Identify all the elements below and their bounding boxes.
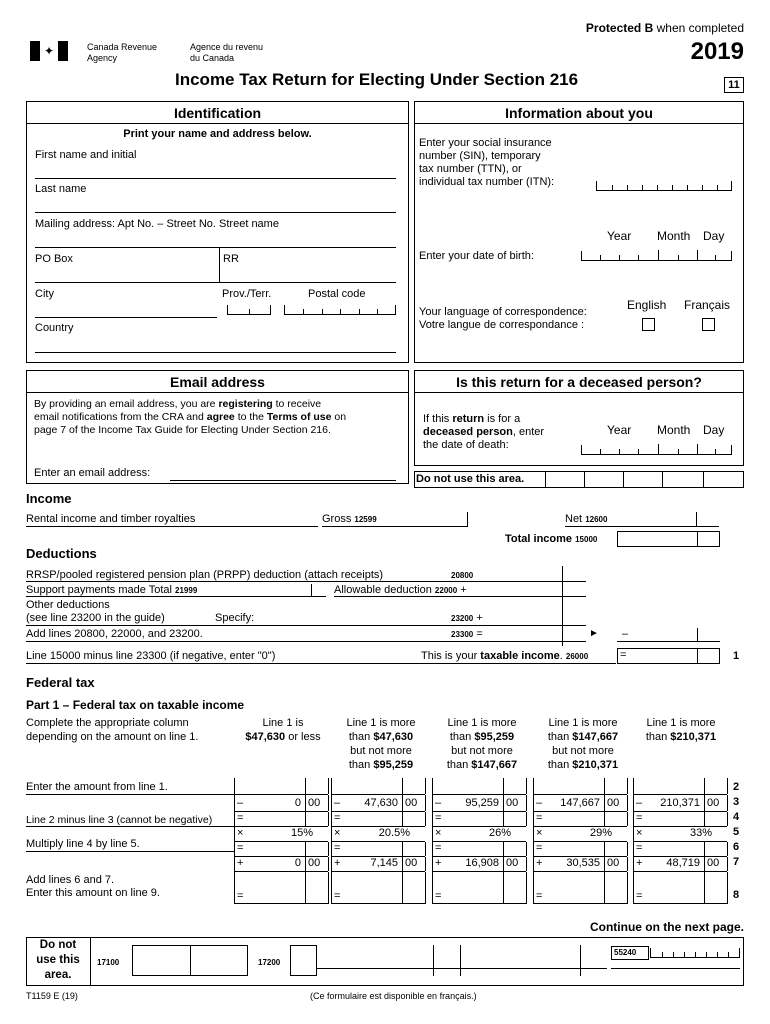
- code-17100: 17100: [97, 958, 120, 967]
- col2-line8-field[interactable]: [331, 903, 425, 904]
- row8-label: Add lines 6 and 7. Enter this amount on line 9.: [26, 874, 160, 899]
- col4-line5-op: ×: [536, 827, 543, 839]
- line-number-4: 4: [733, 811, 740, 823]
- col5-line8-field[interactable]: [633, 903, 727, 904]
- col5-line5-op: ×: [636, 827, 643, 839]
- gross-label: Gross 12599: [322, 513, 377, 525]
- col4-line5-rate: 29%: [589, 827, 612, 839]
- dob-year-label: Year: [607, 229, 632, 243]
- first-name-label: First name and initial: [35, 149, 137, 161]
- protected-notice: Protected B when completed: [585, 21, 744, 35]
- line-number-8: 8: [733, 889, 740, 901]
- line-number-7: 7: [733, 856, 740, 868]
- postal-code-label: Postal code: [308, 288, 366, 300]
- col4-line8-op: =: [536, 890, 543, 902]
- column3-header: Line 1 is more than $95,259 but not more than $147,667: [446, 717, 518, 771]
- col2-line7-cents: 00: [405, 857, 418, 869]
- do-not-use-label: Do not use this area.: [416, 473, 525, 485]
- col3-line4-op: =: [435, 812, 442, 824]
- continue-label: Continue on the next page.: [589, 920, 744, 934]
- col4-line3-value: 147,667: [560, 797, 600, 809]
- rrsp-field[interactable]: [26, 581, 586, 582]
- col1-line5-op: ×: [237, 827, 244, 839]
- col1-line3-cents: 00: [308, 797, 321, 809]
- col3-line3-value: 95,259: [465, 797, 499, 809]
- page-title: Income Tax Return for Electing Under Section 216: [175, 70, 579, 89]
- col2-line3-op: –: [334, 797, 341, 809]
- allowable-deduction-field[interactable]: [334, 596, 586, 597]
- column2-header: Line 1 is more than $47,630 but not more than $95,259: [346, 717, 416, 771]
- sin-label: Enter your social insurance number (SIN), temporary tax number (TTN), or individual tax number (ITN):: [419, 137, 555, 188]
- col3-line5-op: ×: [435, 827, 442, 839]
- deductions-heading: Deductions: [26, 546, 97, 561]
- minus-sign: –: [622, 628, 629, 640]
- col5-line2-field[interactable]: [633, 794, 727, 795]
- col1-line3-op: –: [237, 797, 244, 809]
- col3-line7-cents: 00: [506, 857, 519, 869]
- net-label: Net 12600: [565, 513, 608, 525]
- col1-line2-field[interactable]: [234, 794, 328, 795]
- col2-line3-value: 47,630: [364, 797, 398, 809]
- email-consent-text: By providing an email address, you are registering to receive email notifications from the CRA and agree to the Terms of use on page 7 of the Income Tax Guide for Electing Under Section 216.: [34, 398, 347, 436]
- col1-line3-value: 0: [294, 797, 301, 809]
- col3-line8-op: =: [435, 890, 442, 902]
- col4-line2-field[interactable]: [533, 794, 627, 795]
- col4-line6-op: =: [536, 842, 543, 854]
- col5-line7-value: 48,719: [666, 857, 700, 869]
- death-day-label: Day: [703, 423, 725, 437]
- col5-line6-op: =: [636, 842, 643, 854]
- col3-line8-field[interactable]: [432, 903, 526, 904]
- taxable-income-note: This is your taxable income. 26000: [421, 650, 589, 662]
- total-income-field[interactable]: [617, 531, 720, 547]
- col2-line8-op: =: [334, 890, 341, 902]
- rrsp-code: 20800: [451, 571, 474, 580]
- prov-label: Prov./Terr.: [222, 288, 272, 300]
- mailing-address-field[interactable]: [35, 247, 396, 248]
- total-income-label: Total income 15000: [505, 533, 598, 545]
- line-number-2: 2: [733, 781, 740, 793]
- po-box-rr-field[interactable]: [35, 282, 396, 283]
- tax-year: 2019: [690, 38, 744, 65]
- first-name-field[interactable]: [35, 178, 396, 179]
- col5-line7-op: +: [636, 857, 643, 869]
- col1-line6-op: =: [237, 842, 244, 854]
- identification-heading: Identification: [173, 105, 262, 121]
- col2-line7-value: 7,145: [370, 857, 398, 869]
- email-label: Enter an email address:: [34, 467, 151, 479]
- death-year-label: Year: [607, 423, 632, 437]
- row2-label: Enter the amount from line 1.: [26, 781, 168, 793]
- col4-line3-cents: 00: [607, 797, 620, 809]
- info-about-you-heading: Information about you: [505, 105, 653, 121]
- prov-field[interactable]: [227, 305, 271, 315]
- email-heading: Email address: [170, 374, 265, 390]
- col1-line4-op: =: [237, 812, 244, 824]
- agency-name-fr: Agence du revenu du Canada: [190, 42, 264, 63]
- identification-instruction: Print your name and address below.: [123, 128, 312, 140]
- canada-flag-icon: ✦: [30, 41, 68, 61]
- taxable-income-label: Line 15000 minus line 23300 (if negative, enter "0"): [26, 650, 276, 662]
- net-field[interactable]: [565, 526, 719, 527]
- column5-header: Line 1 is more than $210,371: [645, 717, 717, 743]
- col2-line5-rate: 20.5%: [378, 827, 410, 839]
- rrsp-label: RRSP/pooled registered pension plan (PRPP) deduction (attach receipts): [26, 569, 384, 581]
- col3-line7-op: +: [435, 857, 442, 869]
- row4-label: Line 2 minus line 3 (cannot be negative): [26, 814, 213, 826]
- deductions-total-field[interactable]: [617, 641, 720, 642]
- rental-income-label: Rental income and timber royalties: [26, 513, 196, 525]
- row6-label: Multiply line 4 by line 5.: [26, 838, 140, 850]
- line-number-6: 6: [733, 841, 740, 853]
- death-month-label: Month: [657, 423, 691, 437]
- col2-line7-op: +: [334, 857, 341, 869]
- english-label: English: [627, 298, 667, 312]
- city-field[interactable]: [35, 317, 217, 318]
- mailing-address-label: Mailing address: Apt No. – Street No. Street name: [35, 218, 279, 230]
- sin-field[interactable]: [596, 181, 732, 191]
- col1-line7-cents: 00: [308, 857, 321, 869]
- other-deductions-code: 23200 +: [451, 612, 483, 624]
- english-checkbox[interactable]: [642, 318, 655, 331]
- specify-label: Specify:: [215, 612, 255, 624]
- col4-line8-field[interactable]: [533, 903, 627, 904]
- col4-line7-op: +: [536, 857, 543, 869]
- other-deductions-field[interactable]: [26, 625, 586, 626]
- column4-header: Line 1 is more than $147,667 but not more than $210,371: [547, 717, 619, 771]
- col5-line4-op: =: [636, 812, 643, 824]
- col5-line8-op: =: [636, 890, 643, 902]
- col3-line6-op: =: [435, 842, 442, 854]
- col1-line8-field[interactable]: [234, 903, 328, 904]
- part1-intro: Complete the appropriate column depending on the amount on line 1.: [26, 717, 199, 743]
- income-heading: Income: [26, 491, 72, 506]
- federal-tax-heading: Federal tax: [26, 675, 95, 690]
- column1-header: Line 1 is $47,630 or less: [245, 717, 321, 743]
- dob-day-label: Day: [703, 229, 725, 243]
- death-date-field[interactable]: [581, 445, 732, 455]
- col3-line2-field[interactable]: [432, 794, 526, 795]
- col5-line3-cents: 00: [707, 797, 720, 809]
- col4-line4-op: =: [536, 812, 543, 824]
- agency-name-en: Canada Revenue Agency: [87, 42, 158, 63]
- po-box-label: PO Box: [35, 253, 73, 265]
- taxable-eq: =: [620, 649, 627, 661]
- francais-checkbox[interactable]: [702, 318, 715, 331]
- field-55240: [650, 948, 740, 958]
- taxable-income-field[interactable]: [617, 648, 720, 664]
- col2-line6-op: =: [334, 842, 341, 854]
- col5-line5-rate: 33%: [689, 827, 712, 839]
- support-payments-label: Support payments made Total 21999: [26, 584, 198, 596]
- last-name-field[interactable]: [35, 212, 396, 213]
- code-17200: 17200: [258, 958, 281, 967]
- dob-month-label: Month: [657, 229, 691, 243]
- col1-line5-rate: 15%: [290, 827, 313, 839]
- email-input[interactable]: [170, 480, 396, 481]
- other-deductions-label: Other deductions (see line 23200 in the guide): [26, 599, 165, 624]
- col4-line7-value: 30,535: [566, 857, 600, 869]
- code-55240: 55240: [614, 948, 637, 957]
- gross-field[interactable]: [322, 526, 468, 527]
- line-number-1: 1: [733, 650, 740, 662]
- french-availability-note: (Ce formulaire est disponible en français.): [310, 991, 477, 1001]
- col2-line5-op: ×: [334, 827, 341, 839]
- country-field[interactable]: [35, 352, 396, 353]
- col1-line8-op: =: [237, 890, 244, 902]
- deceased-label: If this return is for a deceased person, enter the date of death:: [423, 413, 545, 451]
- col4-line7-cents: 00: [607, 857, 620, 869]
- col3-line3-op: –: [435, 797, 442, 809]
- identification-panel: [26, 101, 409, 363]
- field-17200: [290, 945, 317, 976]
- dob-field[interactable]: [581, 251, 732, 261]
- dob-label: Enter your date of birth:: [419, 250, 534, 262]
- allowable-deduction-label: Allowable deduction 22000 +: [334, 584, 467, 596]
- rr-label: RR: [223, 253, 239, 265]
- col2-line2-field[interactable]: [331, 794, 425, 795]
- deceased-heading: Is this return for a deceased person?: [456, 374, 702, 390]
- col5-line3-value: 210,371: [660, 797, 700, 809]
- add-lines-field[interactable]: [26, 641, 586, 642]
- add-lines-label: Add lines 20800, 22000, and 23200.: [26, 628, 203, 640]
- col3-line7-value: 16,908: [465, 857, 499, 869]
- col2-line4-op: =: [334, 812, 341, 824]
- language-label: Your language of correspondence: Votre langue de correspondance :: [419, 306, 587, 331]
- line-number-5: 5: [733, 826, 740, 838]
- col5-line3-op: –: [636, 797, 643, 809]
- col1-line7-op: +: [237, 857, 244, 869]
- page-code: 11: [724, 77, 744, 93]
- francais-label: Français: [684, 298, 731, 312]
- add-lines-code: 23300 =: [451, 628, 483, 640]
- arrow-icon: ►: [589, 628, 599, 639]
- col5-line7-cents: 00: [707, 857, 720, 869]
- col4-line3-op: –: [536, 797, 543, 809]
- col3-line5-rate: 26%: [488, 827, 511, 839]
- col2-line3-cents: 00: [405, 797, 418, 809]
- form-number: T1159 E (19): [26, 991, 78, 1001]
- footer-do-not-use-label: Do not use this area.: [36, 939, 80, 981]
- city-label: City: [35, 288, 54, 300]
- last-name-label: Last name: [35, 183, 87, 195]
- part1-heading: Part 1 – Federal tax on taxable income: [26, 698, 245, 712]
- line-number-3: 3: [733, 796, 740, 808]
- col1-line7-value: 0: [294, 857, 301, 869]
- col3-line3-cents: 00: [506, 797, 519, 809]
- postal-code-field[interactable]: [284, 305, 396, 315]
- country-label: Country: [35, 322, 74, 334]
- support-total-field[interactable]: [26, 596, 326, 597]
